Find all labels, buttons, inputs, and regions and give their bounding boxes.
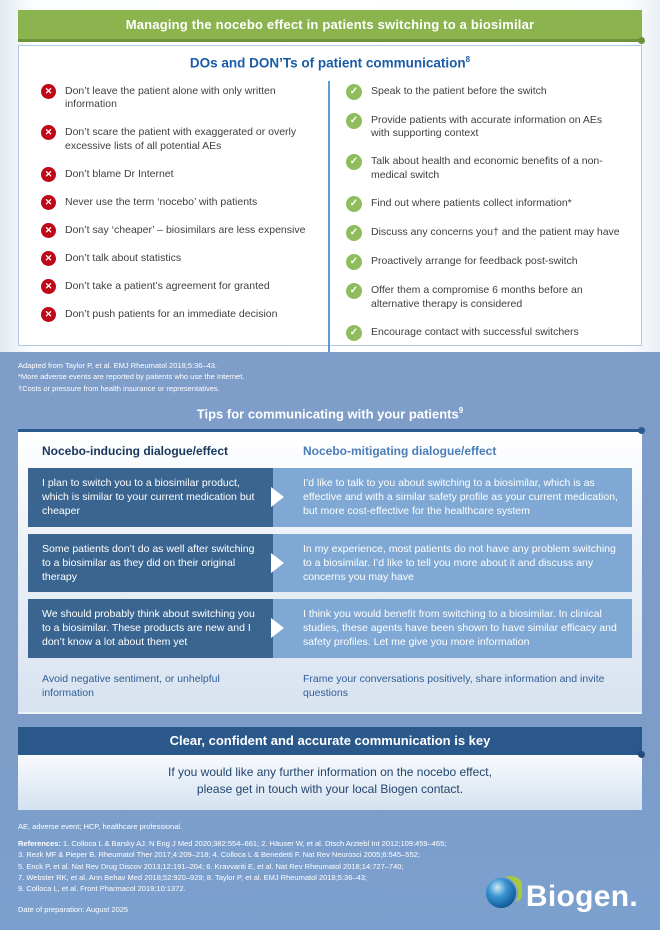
do-text: Discuss any concerns you† and the patient may have [371, 225, 620, 238]
footnote-asterisk: *More adverse events are reported by patients who use the Internet. [18, 372, 245, 382]
references-line: 7. Webster RK, et al. Ann Behav Med 2018;52:920–929; 8. Taylor P, et al. EMJ Rheumatol 2018;5:36–43; [18, 872, 367, 882]
inducing-cell [28, 534, 273, 593]
do-text: Offer them a compromise 6 months before an alternative therapy is considered [371, 283, 583, 310]
references-line: 3. Rezk MF & Pieper B. Rheumatol Ther 2017;4:209–218; 4. Colloca L & Benedetti F. Nat Rev Neurosci 2005;6:545–552; [18, 850, 420, 860]
dont-text: Don’t blame Dr Internet [65, 167, 174, 180]
dont-text: Don’t take a patient’s agreement for granted [65, 279, 270, 292]
key-message-bar [18, 727, 642, 755]
list-item [41, 124, 320, 154]
key-message-panel [18, 755, 642, 810]
footnote-dagger: †Costs or pressure from health insurance or representatives. [18, 383, 220, 393]
x-circle-icon: ✕ [41, 307, 56, 322]
nocebo-mitigating-header: Nocebo-mitigating dialogue/effect [303, 444, 497, 459]
do-text: Encourage contact with successful switchers [371, 325, 579, 338]
dos-column [330, 81, 631, 353]
inducing-cell [28, 599, 273, 658]
list-item [41, 166, 320, 182]
main-title-bar [18, 10, 642, 42]
footnotes [0, 352, 660, 394]
donts-column [29, 81, 330, 353]
biogen-wordmark: Biogen. [525, 880, 638, 913]
dos-donts-heading-sup: 8 [465, 55, 471, 64]
dos-donts-heading-text: DOs and DON’Ts of patient communication [189, 55, 466, 71]
list-item [346, 224, 623, 241]
list-item [346, 112, 623, 142]
inducing-cell [28, 468, 273, 527]
dos-donts-columns [19, 81, 641, 353]
do-text: Speak to the patient before the switch [371, 84, 547, 97]
check-circle-icon: ✓ [346, 225, 362, 241]
references-line: 5. Enck P, et al. Nat Rev Drug Discov 2013;12:191–204; 6. Kravvariti E, et al. Nat Rev Rheumatol 2018;14:727–740; [18, 861, 404, 871]
biogen-sphere-icon [484, 873, 522, 911]
nocebo-inducing-header: Nocebo-inducing dialogue/effect [42, 444, 229, 459]
dont-text: Never use the term ‘nocebo’ with patients [65, 195, 258, 208]
list-item [41, 250, 320, 266]
top-section [0, 0, 660, 352]
mitigating-text: I’d like to talk to you about switching to a biosimilar, which is as effective and with a similar safety profile as your current medication, but more cost-effective for the healthcare system [303, 477, 618, 518]
list-item [41, 278, 320, 294]
x-circle-icon: ✕ [41, 84, 56, 99]
dialogue-row [28, 468, 632, 527]
abbreviations: AE, adverse event; HCP, healthcare professional. [18, 821, 183, 831]
dialogue-row [28, 599, 632, 658]
dont-text: Don’t push patients for an immediate decision [65, 307, 278, 320]
do-text: Talk about health and economic benefits of a non-medical switch [371, 155, 603, 182]
list-item [346, 253, 623, 270]
x-circle-icon: ✕ [41, 195, 56, 210]
check-circle-icon: ✓ [346, 113, 362, 129]
x-circle-icon: ✕ [41, 251, 56, 266]
references-text: 1. Colloca L & Barsky AJ. N Eng J Med 2020;382:554–661; 2. Häuser W, et al. Dtsch Arztebl Int 2012;109:459–465; [63, 839, 447, 848]
dos-donts-panel [18, 45, 642, 346]
do-text: Find out where patients collect information* [371, 196, 572, 209]
list-item [346, 83, 623, 100]
list-item [41, 83, 320, 113]
dont-text: Don’t talk about statistics [65, 251, 182, 264]
list-item [41, 194, 320, 210]
check-circle-icon: ✓ [346, 84, 362, 100]
do-text: Proactively arrange for feedback post-switch [371, 254, 578, 267]
tips-title [0, 406, 660, 421]
dont-text: Don’t scare the patient with exaggerated or overly excessive lists of all potential AEs [65, 126, 297, 153]
key-message-line1: If you would like any further information on the nocebo effect, [168, 764, 492, 779]
mitigating-cell [273, 468, 632, 527]
list-item [41, 222, 320, 238]
dialogue-row [28, 534, 632, 593]
inducing-text: Some patients don’t do as well after switching to a biosimilar as they did on their original therapy [42, 542, 255, 583]
tips-footer [18, 665, 642, 708]
arrow-right-icon [271, 618, 284, 638]
tips-title-sup: 9 [458, 405, 464, 415]
key-message-title: Clear, confident and accurate communication is key [169, 733, 491, 749]
references-line: 9. Colloca L, et al. Front Pharmacol 2019;10:1372. [18, 884, 186, 893]
list-item [346, 153, 623, 183]
do-text: Provide patients with accurate information on AEs with supporting context [371, 113, 603, 140]
main-title: Managing the nocebo effect in patients switching to a biosimilar [125, 17, 535, 32]
tips-panel [18, 429, 642, 714]
x-circle-icon: ✕ [41, 279, 56, 294]
list-item [41, 306, 320, 322]
check-circle-icon: ✓ [346, 325, 362, 341]
list-item [346, 324, 623, 341]
list-item [346, 195, 623, 212]
biogen-logo [484, 880, 638, 914]
dos-donts-heading [19, 55, 641, 71]
check-circle-icon: ✓ [346, 196, 362, 212]
x-circle-icon: ✕ [41, 125, 56, 140]
check-circle-icon: ✓ [346, 283, 362, 299]
arrow-right-icon [271, 553, 284, 573]
tips-footer-right: Frame your conversations positively, share information and invite questions [303, 672, 605, 699]
tips-title-text: Tips for communicating with your patients [196, 406, 459, 422]
mitigating-cell [273, 534, 632, 593]
arrow-right-icon [271, 487, 284, 507]
list-item [346, 282, 623, 312]
mitigating-cell [273, 599, 632, 658]
references-label: References: [18, 839, 61, 848]
references-line [18, 838, 642, 849]
tips-footer-left: Avoid negative sentiment, or unhelpful information [42, 672, 220, 699]
inducing-text: I plan to switch you to a biosimilar product, which is similar to your current medication but cheaper [42, 477, 255, 518]
x-circle-icon: ✕ [41, 167, 56, 182]
x-circle-icon: ✕ [41, 223, 56, 238]
key-message-line2: please get in touch with your local Biogen contact. [196, 782, 464, 797]
check-circle-icon: ✓ [346, 254, 362, 270]
dont-text: Don’t leave the patient alone with only written information [65, 84, 276, 111]
mitigating-text: I think you would benefit from switching to a biosimilar. In clinical studies, these agents have been shown to have similar efficacy and safety profiles. Let me give you more information [303, 608, 617, 649]
date-of-preparation: Date of preparation: August 2025 [18, 905, 129, 914]
dont-text: Don’t say ‘cheaper’ – biosimilars are less expensive [65, 223, 306, 236]
mitigating-text: In my experience, most patients do not have any problem switching to a biosimilar. I’d like to tell you more about it and discuss any concerns you may have [303, 542, 616, 583]
check-circle-icon: ✓ [346, 154, 362, 170]
footnote-source: Adapted from Taylor P, et al. EMJ Rheumatol 2018;5:36–43. [18, 361, 218, 370]
inducing-text: We should probably think about switching you to a biosimilar. These products are new and I don’t know a lot about them yet [42, 608, 255, 649]
tips-column-headers [18, 432, 642, 468]
